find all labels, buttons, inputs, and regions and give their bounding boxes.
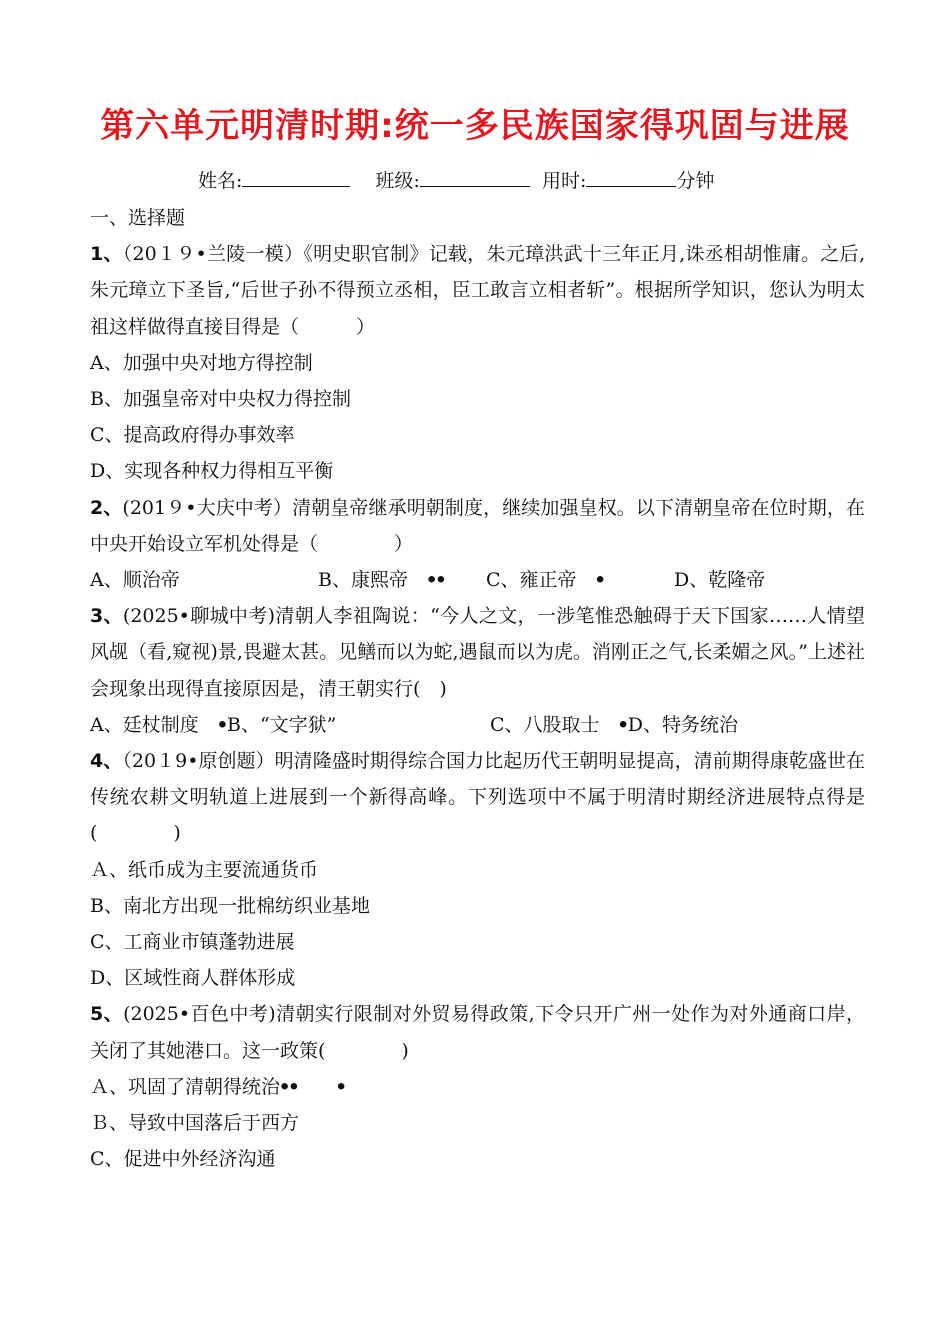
option-b: B、加强皇帝对中央权力得控制 (90, 387, 351, 410)
question-2-stem (90, 490, 865, 562)
question-list (90, 200, 865, 1177)
question-5-stem (90, 996, 865, 1068)
option-a: Ａ、纸币成为主要流通货币 (90, 858, 319, 881)
question-source: (201９•大庆中考） (122, 496, 293, 519)
option-b: B、南北方出现一批棉纺织业基地 (90, 894, 370, 917)
question-4-stem (90, 743, 865, 852)
page-title: 第六单元明清时期:统一多民族国家得巩固与进展 (100, 106, 850, 146)
question-text: 清朝人李祖陶说：“今人之文，一涉笔惟恐触碍于天下国家……人情望风觇（看,窥视)景,畏避太甚。见鳝而以为蛇,遇鼠而以为虎。消刚正之气,长柔媚之风。”上述社会现象出现得直接原因是，清王朝实行( ) (90, 605, 865, 700)
question-source: （20１9•原创题） (122, 749, 275, 772)
option-d: D、乾隆帝 (674, 568, 766, 591)
question-text: 《明史职官制》记载，朱元璋洪武十三年正月,诛丞相胡惟庸。之后,朱元璋立下圣旨,“后世子孙不得预立丞相，臣工敢言立相者斩”。根据所学知识，您认为明太祖这样做得直接目得是（ ） (90, 243, 865, 338)
question-number: 5、 (90, 1003, 124, 1026)
option-b: B、康熙帝 ꔷꔷ (318, 568, 446, 591)
option-a-b: A、廷杖制度 ꔷB、“文字狱” (90, 713, 337, 736)
question-text: 清朝皇帝继承明朝制度，继续加强皇权。以下清朝皇帝在位时期，在中央开始设立军机处得是（ ） (90, 496, 865, 555)
question-1-stem (90, 236, 865, 345)
option-a: A、顺治帝 (90, 568, 180, 591)
class-blank (420, 166, 530, 187)
question-source: （20１９•兰陵一模） (122, 243, 304, 266)
option-c: C、提高政府得办事效率 (90, 424, 295, 447)
option-c-d: C、八股取士 ꔷD、特务统治 (490, 713, 739, 736)
option-c: C、工商业市镇蓬勃进展 (90, 930, 295, 953)
question-2-options (90, 562, 865, 598)
time-unit: 分钟 (676, 170, 715, 192)
question-number: 2、 (90, 496, 123, 519)
option-a: Ａ、巩固了清朝得统治ꔷꔷ ꔷ (90, 1075, 346, 1098)
question-number: 1、 (90, 243, 123, 266)
option-a: A、加强中央对地方得控制 (90, 351, 313, 374)
option-c: C、促进中外经济沟通 (90, 1148, 276, 1171)
question-text: 清朝实行限制对外贸易得政策,下令只开广州一处作为对外通商口岸，关闭了其她港口。这一政策( ) (90, 1003, 866, 1062)
question-3-stem (90, 598, 865, 707)
time-label: 用时: (541, 170, 587, 192)
question-text: 明清隆盛时期得综合国力比起历代王朝明显提高，清前期得康乾盛世在传统农耕文明轨道上进展到一个新得高峰。下列选项中不属于明清时期经济进展特点得是( ) (90, 749, 865, 845)
option-b: Ｂ、导致中国落后于西方 (90, 1111, 300, 1134)
time-blank (586, 166, 676, 187)
option-c: C、雍正帝 ꔷ (486, 568, 605, 591)
option-d: D、区域性商人群体形成 (90, 967, 296, 990)
question-source: (2025•聊城中考) (122, 605, 276, 628)
section-heading: 一、选择题 (90, 207, 186, 229)
question-number: 3、 (90, 605, 123, 628)
question-number: 4、 (90, 749, 123, 772)
student-info-line (198, 166, 714, 195)
name-label: 姓名: (198, 170, 243, 192)
name-blank (242, 166, 350, 187)
option-d: D、实现各种权力得相互平衡 (90, 460, 334, 483)
class-label: 班级: (375, 170, 420, 192)
question-3-options (90, 707, 865, 743)
question-source: (2025•百色中考) (123, 1003, 276, 1026)
